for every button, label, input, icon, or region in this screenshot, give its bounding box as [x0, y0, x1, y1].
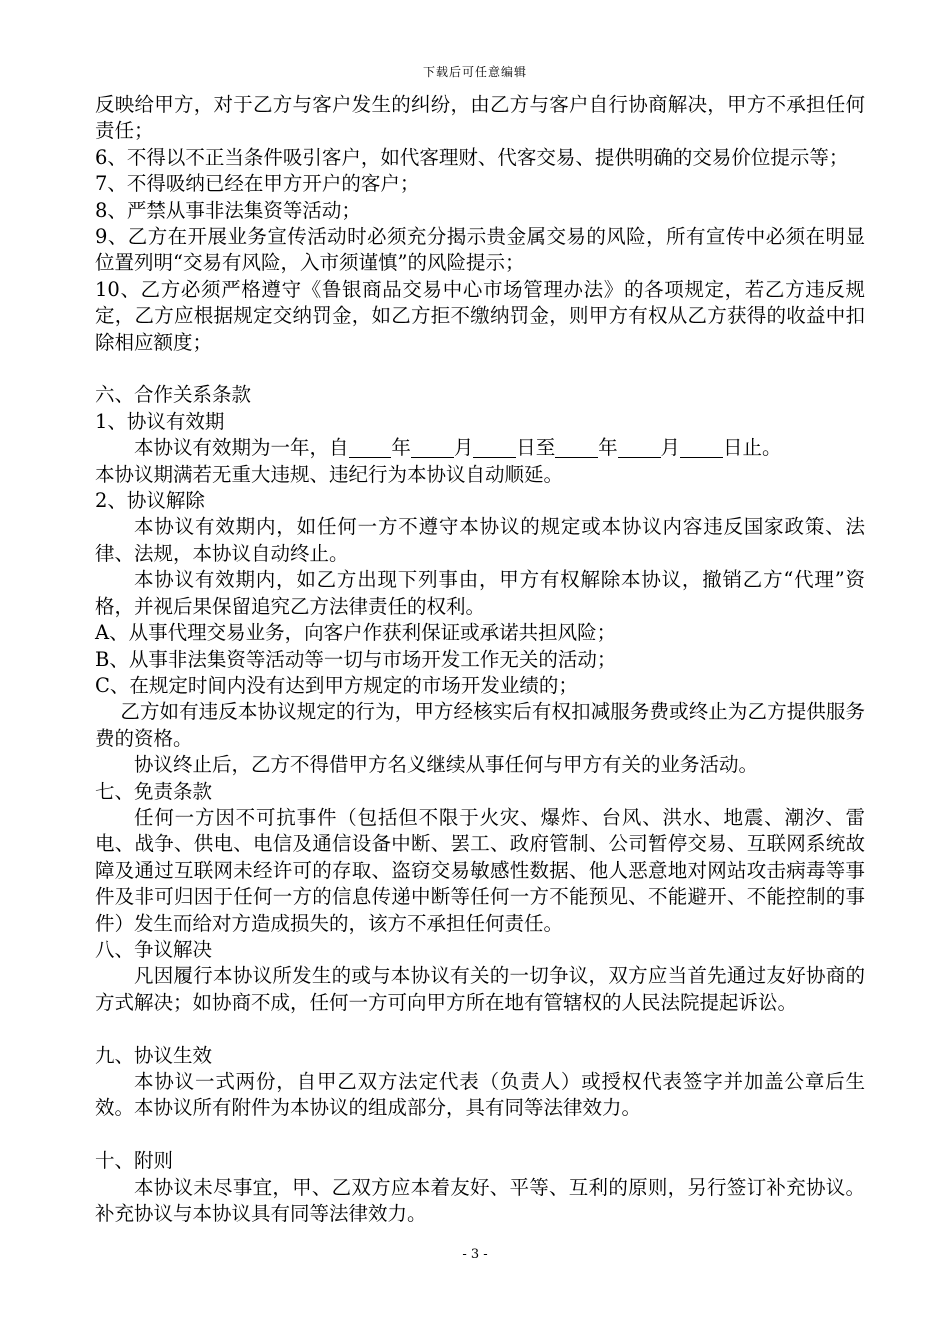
- page-header: 下载后可任意编辑: [422, 65, 527, 79]
- blank-field: [411, 437, 454, 458]
- blank-field: [680, 437, 723, 458]
- section-heading: 十、附则: [95, 1149, 174, 1173]
- paragraph: 本协议有效期内，如乙方出现下列事由，甲方有权解除本协议，撤销乙方“代理”资格，并视后果保留追究乙方法律责任的权利。: [95, 568, 865, 618]
- paragraph: 任何一方因不可抗事件（包括但不限于火灾、爆炸、台风、洪水、地震、潮汐、雷电、战争、供电、电信及通信设备中断、罢工、政府管制、公司暂停交易、互联网系统故障及通过互联网未经许可的存取、盗窃交易敏感性数据、他人恶意地对网站攻击病毒等事件及非可归因于任何一方的信息传递中断等任何一方不能预见、不能避开、不能控制的事件）发生而给对方造成损失的，该方不承担任何责任。: [95, 805, 865, 935]
- paragraph: 反映给甲方，对于乙方与客户发生的纠纷，由乙方与客户自行协商解决，甲方不承担任何责任；: [95, 93, 865, 143]
- paragraph: 本协议一式两份，自甲乙双方法定代表（负责人）或授权代表签字并加盖公章后生效。本协议所有附件为本协议的组成部分，具有同等法律效力。: [95, 1070, 865, 1120]
- list-item: 7、不得吸纳已经在甲方开户的客户；: [95, 172, 420, 196]
- subsection-heading: 2、协议解除: [95, 489, 205, 513]
- list-item: A、从事代理交易业务，向客户作获利保证或承诺共担风险；: [95, 621, 617, 645]
- paragraph: 本协议期满若无重大违规、违纪行为本协议自动顺延。: [95, 462, 564, 486]
- blank-field: [349, 437, 392, 458]
- paragraph: 凡因履行本协议所发生的或与本协议有关的一切争议，双方应当首先通过友好协商的方式解决；如协商不成，任何一方可向甲方所在地有管辖权的人民法院提起诉讼。: [95, 964, 865, 1014]
- list-item: 8、严禁从事非法集资等活动；: [95, 198, 361, 222]
- spacer: [95, 356, 865, 382]
- section-heading: 九、协议生效: [95, 1043, 213, 1067]
- document-body: [95, 92, 865, 1227]
- paragraph: 本协议有效期内，如任何一方不遵守本协议的规定或本协议内容违反国家政策、法律、法规，本协议自动终止。: [95, 515, 865, 565]
- spacer: [95, 1122, 865, 1148]
- paragraph: 本协议未尽事宜，甲、乙双方应本着友好、平等、互利的原则，另行签订补充协议。补充协议与本协议具有同等法律效力。: [95, 1175, 865, 1226]
- section-heading: 六、合作关系条款: [95, 383, 252, 407]
- blank-field: [473, 437, 516, 458]
- term-line: 本协议有效期为一年，自 年 月 日至 年 月 日止。: [134, 436, 782, 460]
- section-heading: 八、争议解决: [95, 937, 213, 961]
- subsection-heading: 1、协议有效期: [95, 409, 225, 433]
- list-item: B、从事非法集资等活动等一切与市场开发工作无关的活动；: [95, 647, 617, 671]
- blank-field: [555, 437, 598, 458]
- paragraph: 协议终止后，乙方不得借甲方名义继续从事任何与甲方有关的业务活动。: [134, 753, 759, 777]
- blank-field: [618, 437, 661, 458]
- list-item: 9、乙方在开展业务宣传活动时必须充分揭示贵金属交易的风险，所有宣传中必须在明显位置列明“交易有风险，入市须谨慎”的风险提示；: [95, 225, 865, 275]
- paragraph: 乙方如有违反本协议规定的行为，甲方经核实后有权扣减服务费或终止为乙方提供服务费的资格。: [95, 700, 865, 750]
- section-heading: 七、免责条款: [95, 779, 213, 803]
- list-item: C、在规定时间内没有达到甲方规定的市场开发业绩的；: [95, 673, 578, 697]
- list-item: 6、不得以不正当条件吸引客户，如代客理财、代客交易、提供明确的交易价位提示等；: [95, 145, 849, 169]
- spacer: [95, 1016, 865, 1042]
- page-number: - 3 -: [462, 1247, 488, 1262]
- list-item: 10、乙方必须严格遵守《鲁银商品交易中心市场管理办法》的各项规定，若乙方违反规定，乙方应根据规定交纳罚金，如乙方拒不缴纳罚金，则甲方有权从乙方获得的收益中扣除相应额度；: [95, 277, 865, 354]
